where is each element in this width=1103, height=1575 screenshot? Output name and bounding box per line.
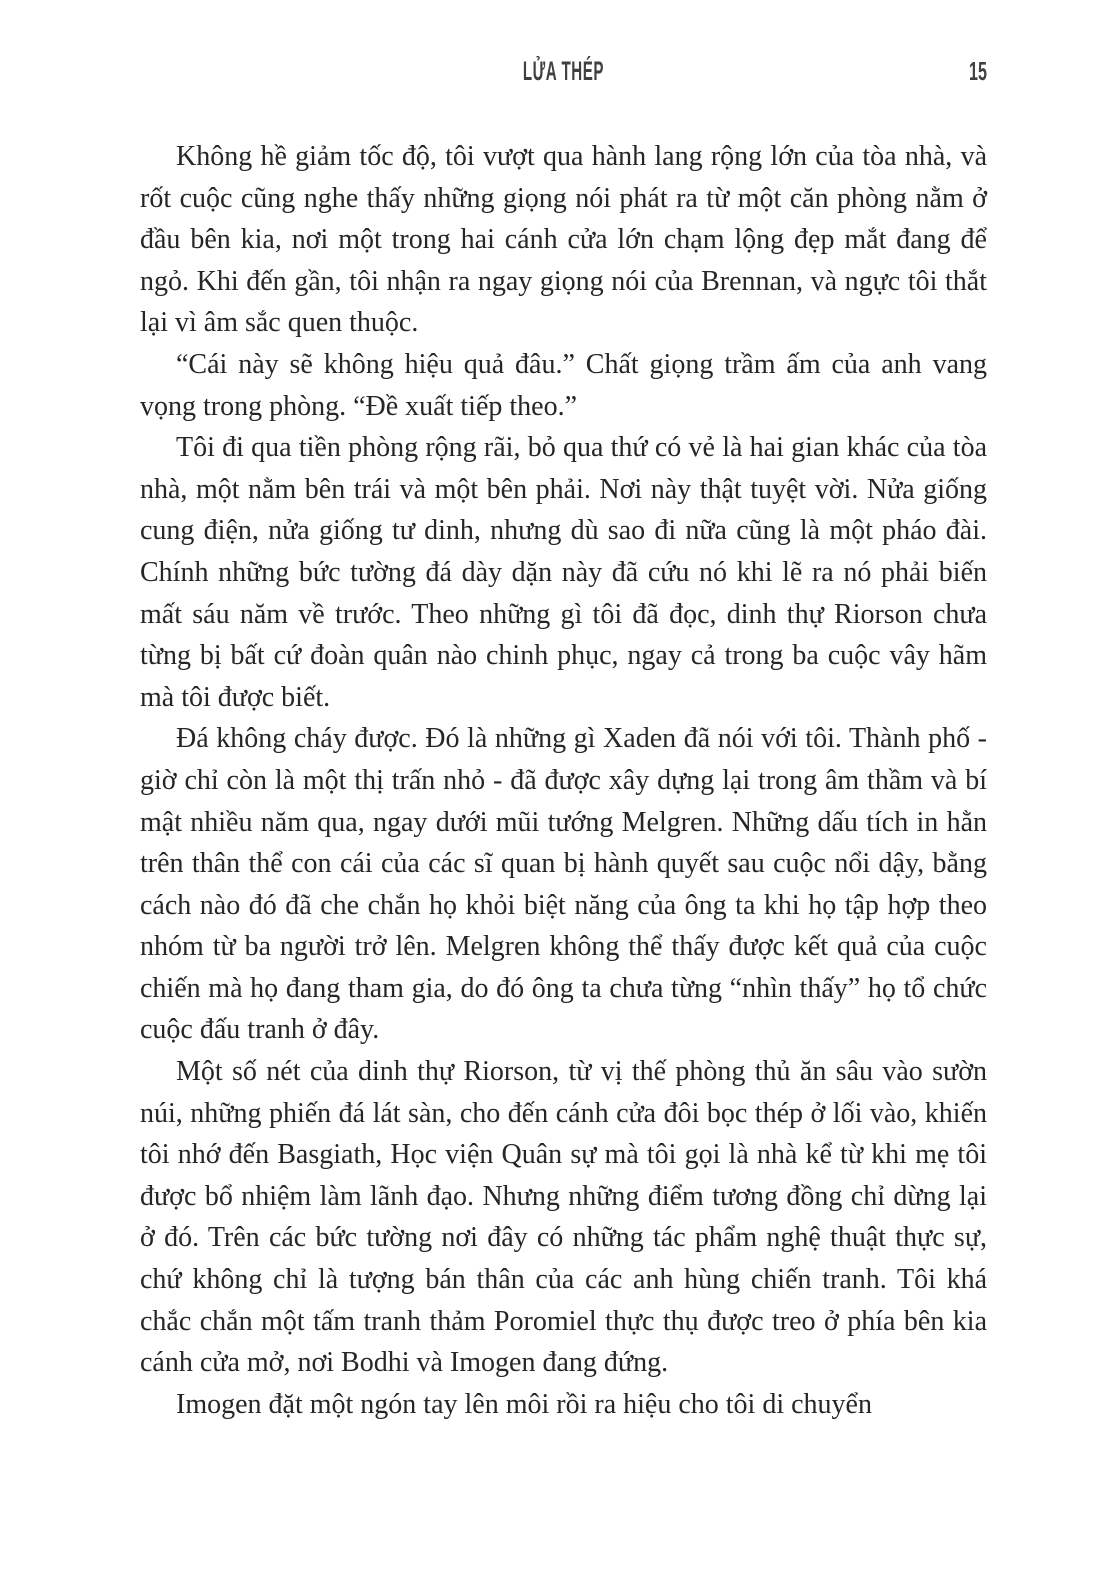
running-header [140,56,987,90]
page-body [140,136,987,1425]
body-paragraph: Không hề giảm tốc độ, tôi vượt qua hành lang rộng lớn của tòa nhà, và rốt cuộc cũng nghe thấy những giọng nói phát ra từ một căn phòng nằm ở đầu bên kia, nơi một trong hai cánh cửa lớn chạm lộng đẹp mắt đang để ngỏ. Khi đến gần, tôi nhận ra ngay giọng nói của Brennan, và ngực tôi thắt lại vì âm sắc quen thuộc. [140,141,987,339]
body-paragraph: Imogen đặt một ngón tay lên môi rồi ra hiệu cho tôi di chuyển [176,1388,872,1420]
body-paragraph: Một số nét của dinh thự Riorson, từ vị thế phòng thủ ăn sâu vào sườn núi, những phiến đá lát sàn, cho đến cánh cửa đôi bọc thép ở lối vào, khiến tôi nhớ đến Basgiath, Học viện Quân sự mà tôi gọi là nhà kể từ khi mẹ tôi được bổ nhiệm làm lãnh đạo. Nhưng những điểm tương đồng chỉ dừng lại ở đó. Trên các bức tường nơi đây có những tác phẩm nghệ thuật thực sự, chứ không chỉ là tượng bán thân của các anh hùng chiến tranh. Tôi khá chắc chắn một tấm tranh thảm Poromiel thực thụ được treo ở phía bên kia cánh cửa mở, nơi Bodhi và Imogen đang đứng. [140,1056,987,1379]
header-title-wrap [140,56,987,87]
body-paragraph: “Cái này sẽ không hiệu quả đâu.” Chất giọng trầm ấm của anh vang vọng trong phòng. “Đề xuất tiếp theo.” [140,348,987,422]
body-paragraph: Tôi đi qua tiền phòng rộng rãi, bỏ qua thứ có vẻ là hai gian khác của tòa nhà, một nằm bên trái và một bên phải. Nơi này thật tuyệt vời. Nửa giống cung điện, nửa giống tư dinh, nhưng dù sao đi nữa cũng là một pháo đài. Chính những bức tường đá dày dặn này đã cứu nó khi lẽ ra nó phải biến mất sáu năm về trước. Theo những gì tôi đã đọc, dinh thự Riorson chưa từng bị bất cứ đoàn quân nào chinh phục, ngay cả trong ba cuộc vây hãm mà tôi được biết. [140,432,987,713]
book-title: LỬA THÉP [522,56,605,86]
body-paragraph: Đá không cháy được. Đó là những gì Xaden đã nói với tôi. Thành phố - giờ chỉ còn là một thị trấn nhỏ - đã được xây dựng lại trong âm thầm và bí mật nhiều năm qua, ngay dưới mũi tướng Melgren. Những dấu tích in hằn trên thân thể con cái của các sĩ quan bị hành quyết sau cuộc nổi dậy, bằng cách nào đó đã che chắn họ khỏi biệt năng của ông ta khi họ tập hợp theo nhóm từ ba người trở lên. Melgren không thể thấy được kết quả của cuộc chiến mà họ đang tham gia, do đó ông ta chưa từng “nhìn thấy” họ tổ chức cuộc đấu tranh ở đây. [140,723,987,1046]
page-number: 15 [969,56,987,86]
